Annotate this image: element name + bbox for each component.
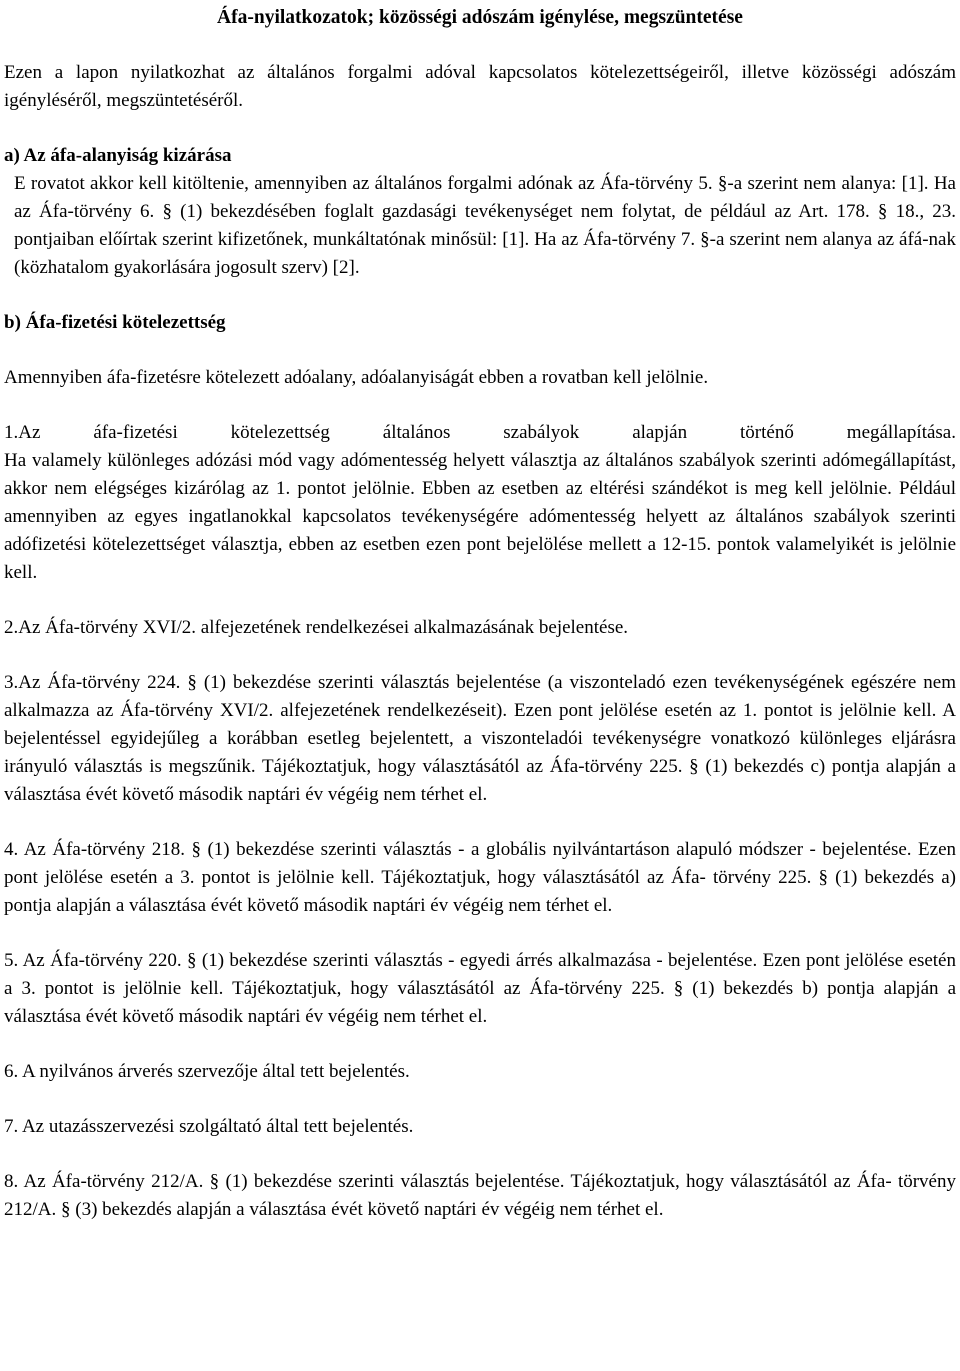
item-4: 4. Az Áfa-törvény 218. § (1) bekezdése szerinti választás - a globális nyilvántartáson alapuló módszer - bejelentése. Ezen pont jelölése esetén a 3. pontot is jelölnie kell. Tájékoztatjuk, hogy választásától az Áfa- törvény 225. § (1) bekezdés a) pontja alapján a választása évét követő második naptári év végéig nem térhet el.	[4, 839, 956, 916]
item-3: 3.Az Áfa-törvény 224. § (1) bekezdése szerinti választás bejelentése (a viszonteladó ezen tevékenységének egészére nem alkalmazza az Áfa-törvény XVI/2. alfejezetének rendelkezéseit). Ezen pont jelölése esetén az 1. pontot is jelölnie kell. A bejelentéssel egyidejűleg a korábban esetleg bejelentett, a viszonteladói tevékenységre vonatkozó különleges eljárásra irányuló választás is megszűnik. Tájékoztatjuk, hogy választásától az Áfa-törvény 225. § (1) bekezdés c) pontja alapján a választása évét követő második naptári év végéig nem térhet el.	[4, 672, 956, 805]
document-title: Áfa-nyilatkozatok; közösségi adószám igénylése, megszüntetése	[217, 7, 743, 28]
item-2: 2.Az Áfa-törvény XVI/2. alfejezetének rendelkezései alkalmazásának bejelentése.	[4, 617, 629, 638]
item-1-heading: 1.Az áfa-fizetési kötelezettség általános szabályok alapján történő megállapítása.	[4, 422, 956, 443]
item-5: 5. Az Áfa-törvény 220. § (1) bekezdése szerinti választás - egyedi árrés alkalmazása - bejelentése. Ezen pont jelölése esetén a 3. pontot is jelölnie kell. Tájékoztatjuk, hogy választásától az Áfa-törvény 225. § (1) bekezdés b) pontja alapján a választása évét követő második naptári év végéig nem térhet el.	[4, 950, 956, 1027]
item-6: 6. A nyilvános árverés szervezője által tett bejelentés.	[4, 1061, 410, 1082]
item-8: 8. Az Áfa-törvény 212/A. § (1) bekezdése szerinti választás bejelentése. Tájékoztatjuk, hogy választásától az Áfa- törvény 212/A. § (3) bekezdés alapján a választása évét követő naptári év végéig nem térhet el.	[4, 1171, 956, 1220]
section-a-text: E rovatot akkor kell kitöltenie, amennyiben az általános forgalmi adónak az Áfa-törvény 5. §-a szerint nem alanya: [1]. Ha az Áfa-törvény 6. § (1) bekezdésében foglalt gazdasági tevékenységet nem folytat, de például az Art. 178. § 18., 23. pontjaiban előírtak szerint kifizetőnek, munkáltatónak minősül: [1]. Ha az Áfa-törvény 7. §-a szerint nem alanya az áfá-nak (közhatalom gyakorlására jogosult szerv) [2].	[14, 173, 956, 278]
intro-paragraph: Ezen a lapon nyilatkozhat az általános forgalmi adóval kapcsolatos kötelezettségeiről, illetve közösségi adószám igényléséről, megszüntetéséről.	[4, 62, 956, 111]
section-b-text: Amennyiben áfa-fizetésre kötelezett adóalany, adóalanyiságát ebben a rovatban kell jelölnie.	[4, 367, 709, 388]
item-7: 7. Az utazásszervezési szolgáltató által tett bejelentés.	[4, 1116, 414, 1137]
section-a-heading: a) Az áfa-alanyiság kizárása	[4, 145, 232, 166]
item-1-text: Ha valamely különleges adózási mód vagy adómentesség helyett választja az általános szabályok szerinti adómegállapítást, akkor nem elégséges kizárólag az 1. pontot jelölnie. Ebben az esetben az eltérési szándékot is meg kell jelölnie. Például amennyiben az egyes ingatlanokkal kapcsolatos tevékenységére adómentesség helyett az általános szabályok szerinti adófizetési kötelezettséget választja, ebben az esetben ezen pont bejelölése mellett a 12-15. pontok valamelyikét is jelölnie kell.	[4, 450, 956, 583]
section-b-heading: b) Áfa-fizetési kötelezettség	[4, 312, 226, 333]
